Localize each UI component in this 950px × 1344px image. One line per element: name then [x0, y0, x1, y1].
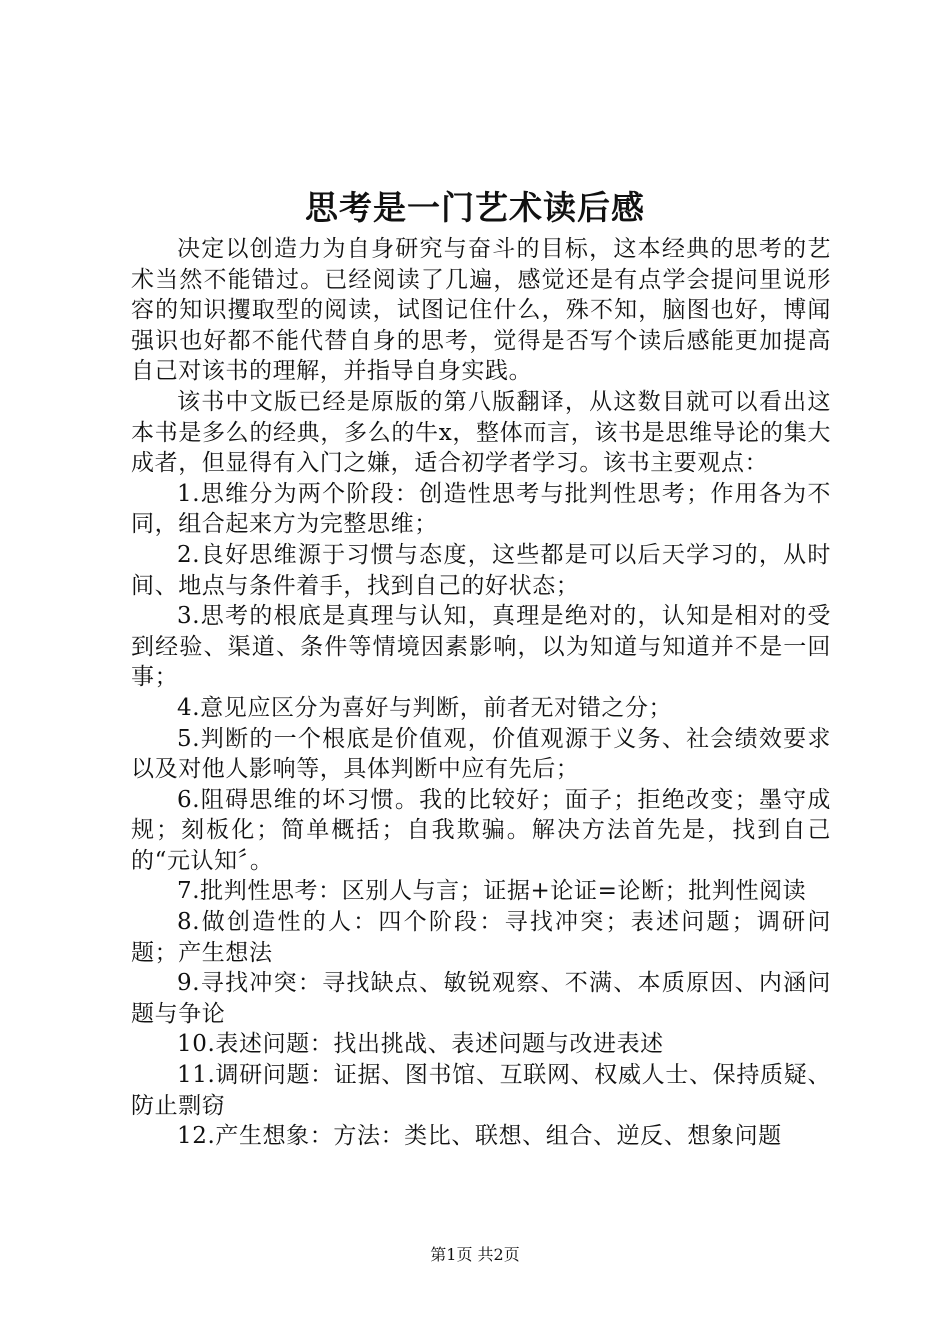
page-footer: 第1页 共2页 [430, 1245, 520, 1264]
list-item: 9.寻找冲突：寻找缺点、敏锐观察、不满、本质原因、内涵问题与争论 [131, 970, 831, 1027]
list-item: 3.思考的根底是真理与认知，真理是绝对的，认知是相对的受到经验、渠道、条件等情境因素影响，以为知道与知道并不是一回事； [131, 603, 831, 691]
paragraph: 决定以创造力为自身研究与奋斗的目标，这本经典的思考的艺术当然不能错过。已经阅读了几遍，感觉还是有点学会提问里说形容的知识攫取型的阅读，试图记住什么，殊不知，脑图也好，博闻强识也好都不能代替自身的思考，觉得是否写个读后感能更加提高自己对该书的理解，并指导自身实践。 [131, 236, 831, 385]
list-item: 10.表述问题：找出挑战、表述问题与改进表述 [177, 1031, 664, 1058]
list-item: 8.做创造性的人：四个阶段：寻找冲突；表述问题；调研问题；产生想法 [131, 909, 831, 966]
paragraph: 该书中文版已经是原版的第八版翻译，从这数目就可以看出这本书是多么的经典，多么的牛x，整体而言，该书是思维导论的集大成者，但显得有入门之嫌，适合初学者学习。该书主要观点： [131, 388, 831, 477]
list-item: 11.调研问题：证据、图书馆、互联网、权威人士、保持质疑、防止剽窃 [131, 1062, 831, 1119]
list-item: 4.意见应区分为喜好与判断，前者无对错之分； [177, 694, 673, 721]
list-item: 2.良好思维源于习惯与态度，这些都是可以后天学习的，从时间、地点与条件着手，找到自己的好状态； [131, 541, 831, 599]
document-title: 思考是一门艺术读后感 [305, 188, 645, 227]
document-body [131, 234, 831, 1152]
list-item: 6.阻碍思维的坏习惯。我的比较好；面子；拒绝改变；墨守成规；刻板化；简单概括；自我欺骗。解决方法首先是，找到自己的“元认知〞。 [131, 786, 831, 874]
list-item: 1.思维分为两个阶段：创造性思考与批判性思考；作用各为不同，组合起来方为完整思维； [131, 480, 831, 538]
list-item: 7.批判性思考：区别人与言；证据+论证=论断；批判性阅读 [177, 878, 807, 905]
list-item: 12.产生想象：方法：类比、联想、组合、逆反、想象问题 [177, 1123, 782, 1150]
list-item: 5.判断的一个根底是价值观，价值观源于义务、社会绩效要求以及对他人影响等，具体判断中应有先后； [131, 725, 831, 783]
